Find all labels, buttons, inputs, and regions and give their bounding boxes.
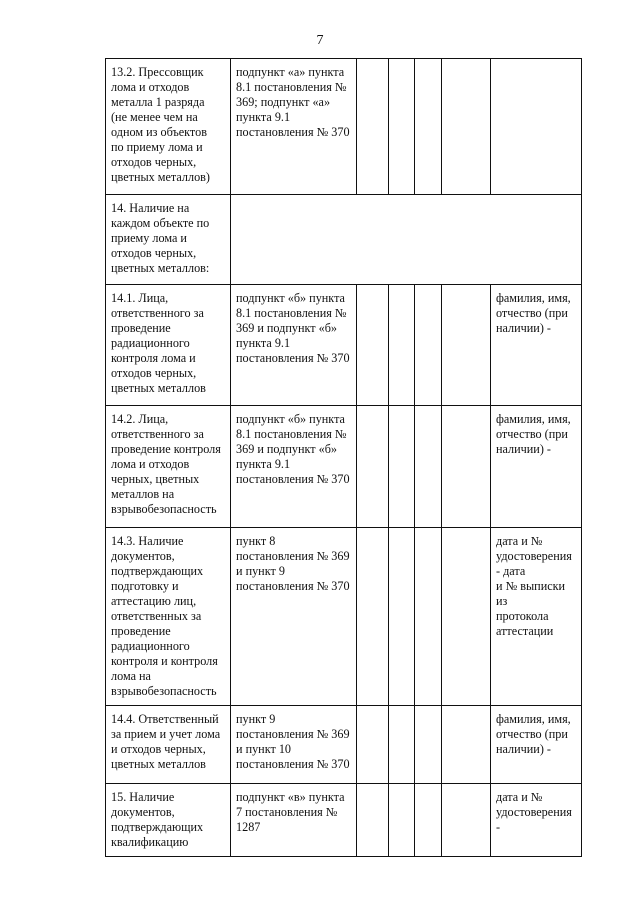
table-row (106, 406, 582, 528)
note-cell: фамилия, имя, отчество (при наличии) - (491, 285, 582, 406)
answer-cell-na[interactable] (415, 406, 442, 528)
answer-cell-no[interactable] (389, 706, 415, 784)
answer-cell-yes[interactable] (357, 784, 389, 857)
answer-cell-na[interactable] (415, 285, 442, 406)
table-row (106, 706, 582, 784)
table-row (106, 59, 582, 195)
answer-cell-yes[interactable] (357, 706, 389, 784)
answer-cell-yes[interactable] (357, 285, 389, 406)
table-row (106, 285, 582, 406)
note-cell: дата и № удостоверения - дата и № выписки из протокола аттестации (491, 528, 582, 706)
requirement-cell: 14. Наличие на каждом объекте по приему лома и отходов черных, цветных металлов: (106, 195, 231, 285)
answer-cell-extra[interactable] (442, 706, 491, 784)
table-row (106, 784, 582, 857)
reference-cell: подпункт «б» пункта 8.1 постановления № 369 и подпункт «б» пункта 9.1 постановления № 370 (231, 406, 357, 528)
requirement-cell: 14.1. Лица, ответственного за проведение радиационного контроля лома и отходов черных, цветных металлов (106, 285, 231, 406)
answer-cell-na[interactable] (415, 706, 442, 784)
answer-cell-no[interactable] (389, 59, 415, 195)
answer-cell-na[interactable] (415, 59, 442, 195)
answer-cell-yes[interactable] (357, 59, 389, 195)
reference-cell: пункт 9 постановления № 369 и пункт 10 постановления № 370 (231, 706, 357, 784)
table-row (106, 528, 582, 706)
reference-cell: подпункт «а» пункта 8.1 постановления № 369; подпункт «а» пункта 9.1 постановления № 370 (231, 59, 357, 195)
reference-cell: подпункт «в» пункта 7 постановления № 1287 (231, 784, 357, 857)
note-cell (491, 59, 582, 195)
note-cell: фамилия, имя, отчество (при наличии) - (491, 406, 582, 528)
answer-cell-yes[interactable] (357, 406, 389, 528)
requirement-cell: 15. Наличие документов, подтверждающих квалификацию (106, 784, 231, 857)
requirement-cell: 14.4. Ответственный за прием и учет лома и отходов черных, цветных металлов (106, 706, 231, 784)
answer-cell-no[interactable] (389, 528, 415, 706)
answer-cell-extra[interactable] (442, 784, 491, 857)
answer-cell-extra[interactable] (442, 406, 491, 528)
requirement-cell: 14.2. Лица, ответственного за проведение контроля лома и отходов черных, цветных металлов на взрывобезопасность (106, 406, 231, 528)
page-number: 7 (316, 33, 324, 48)
answer-cell-extra[interactable] (442, 285, 491, 406)
answer-cell-na[interactable] (415, 784, 442, 857)
answer-cell-no[interactable] (389, 784, 415, 857)
answer-cell-no[interactable] (389, 406, 415, 528)
note-cell: дата и № удостоверения - (491, 784, 582, 857)
answer-cell-extra[interactable] (442, 59, 491, 195)
reference-cell: подпункт «б» пункта 8.1 постановления № 369 и подпункт «б» пункта 9.1 постановления № 370 (231, 285, 357, 406)
answer-cell-no[interactable] (389, 285, 415, 406)
merged-empty-cell (231, 195, 582, 285)
answer-cell-extra[interactable] (442, 528, 491, 706)
answer-cell-yes[interactable] (357, 528, 389, 706)
requirement-cell: 13.2. Прессовщик лома и отходов металла 1 разряда (не менее чем на одном из объектов по приему лома и отходов черных, цветных металлов) (106, 59, 231, 195)
answer-cell-na[interactable] (415, 528, 442, 706)
requirement-cell: 14.3. Наличие документов, подтверждающих подготовку и аттестацию лиц, ответственных за проведение радиационного контроля и контроля лома на взрывобезопасность (106, 528, 231, 706)
note-cell: фамилия, имя, отчество (при наличии) - (491, 706, 582, 784)
checklist-table (105, 58, 582, 857)
reference-cell: пункт 8 постановления № 369 и пункт 9 постановления № 370 (231, 528, 357, 706)
table-row (106, 195, 582, 285)
